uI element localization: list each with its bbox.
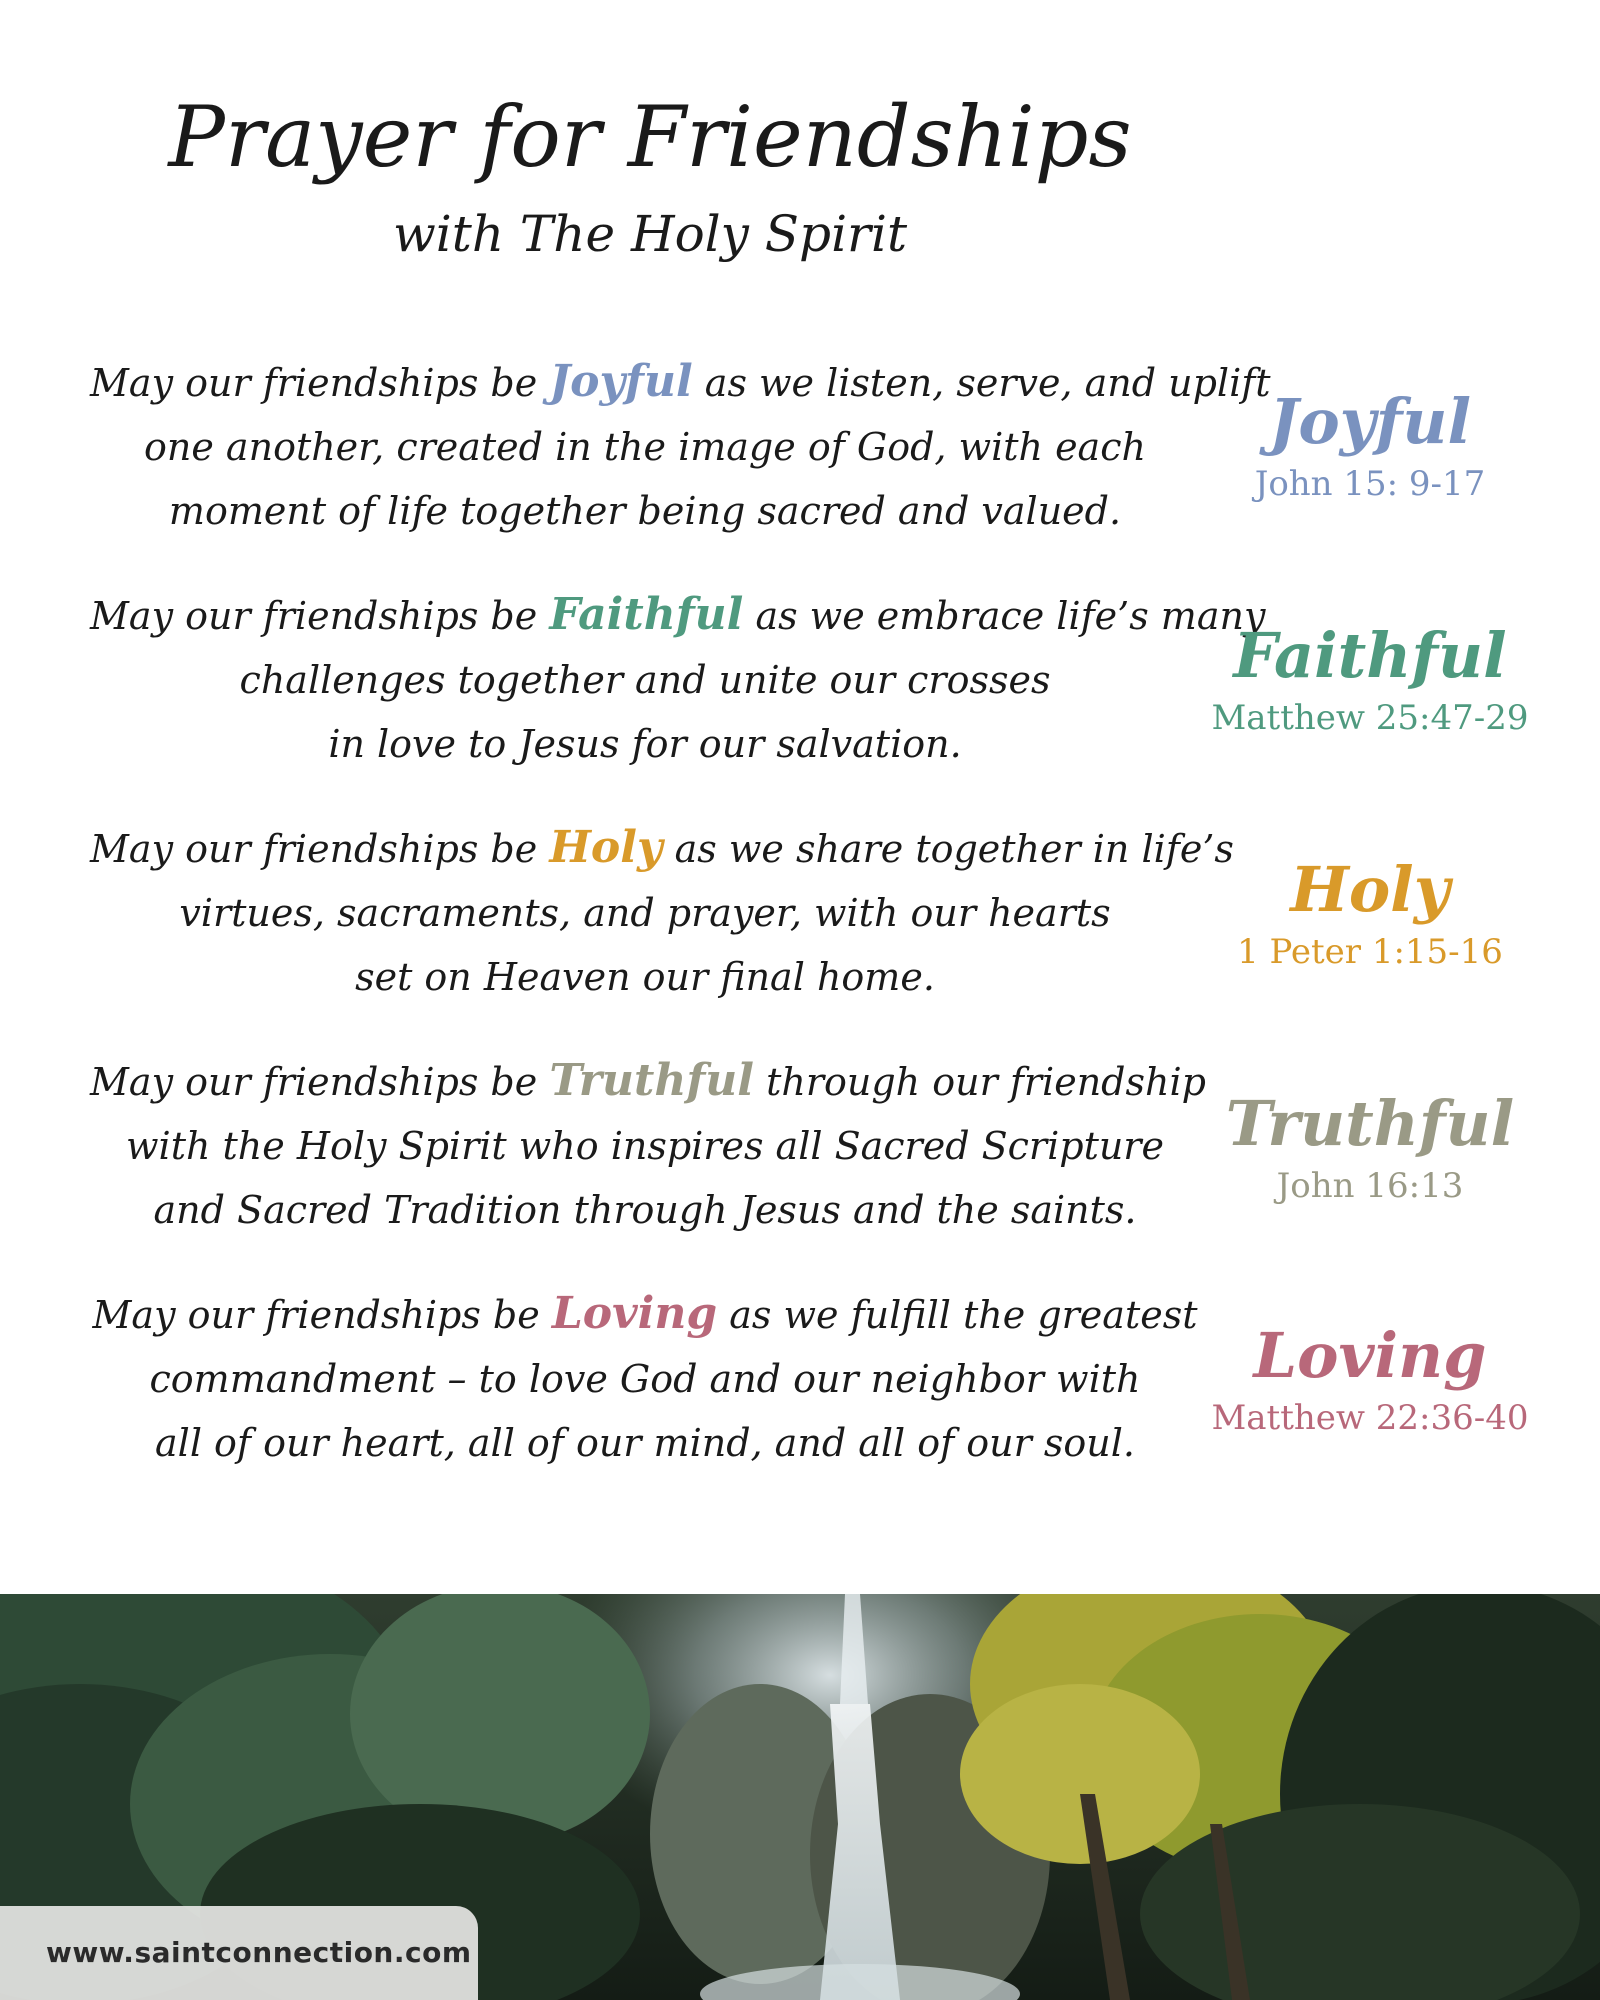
- prayer-lead: May our friendships be: [90, 1060, 538, 1104]
- prayer-lead: May our friendships be: [90, 594, 538, 638]
- prayer-paragraph-loving: [90, 1282, 1200, 1475]
- virtue-loving: [1180, 1316, 1560, 1440]
- prayer-line: [90, 583, 1266, 648]
- keyword-faithful: Faithful: [549, 589, 744, 640]
- prayer-lead: May our friendships be: [90, 361, 538, 405]
- virtue-name: Loving: [1253, 1319, 1487, 1392]
- prayer-lead: May our friendships be: [90, 827, 538, 871]
- keyword-holy: Holy: [549, 822, 663, 873]
- prayer-line-rest: as we share together in life’s: [674, 827, 1234, 871]
- prayer-line: moment of life together being sacred and valued.: [168, 489, 1122, 533]
- virtue-faithful: [1180, 616, 1560, 740]
- prayer-line: with the Holy Spirit who inspires all Sacred Scripture: [126, 1124, 1164, 1168]
- virtue-name: Faithful: [1233, 619, 1507, 692]
- virtue-joyful: [1180, 382, 1560, 506]
- prayer-paragraph-joyful: [90, 350, 1271, 543]
- prayer-line: set on Heaven our final home.: [355, 955, 935, 999]
- prayer-line-rest: through our friendship: [766, 1060, 1206, 1104]
- virtue-reference: Matthew 25:47-29: [1211, 698, 1529, 738]
- prayer-line-rest: as we embrace life’s many: [755, 594, 1266, 638]
- prayer-line: in love to Jesus for our salvation.: [328, 722, 962, 766]
- prayer-line: commandment – to love God and our neighbor with: [149, 1357, 1141, 1401]
- virtue-name: Truthful: [1225, 1087, 1515, 1160]
- virtue-holy: [1180, 850, 1560, 974]
- prayer-paragraph-faithful: [90, 583, 1266, 776]
- prayer-line-rest: as we fulfill the greatest: [729, 1293, 1198, 1337]
- prayer-line: and Sacred Tradition through Jesus and the saints.: [153, 1188, 1137, 1232]
- keyword-joyful: Joyful: [549, 356, 693, 407]
- prayer-paragraph-holy: [90, 816, 1234, 1009]
- prayer-line: virtues, sacraments, and prayer, with our hearts: [179, 891, 1111, 935]
- page-title: Prayer for Friendships: [168, 88, 1132, 186]
- keyword-truthful: Truthful: [549, 1055, 754, 1106]
- virtue-reference: John 15: 9-17: [1254, 464, 1486, 504]
- virtue-name: Joyful: [1268, 385, 1471, 458]
- prayer-line: all of our heart, all of our mind, and all of our soul.: [155, 1421, 1135, 1465]
- prayer-line: [90, 1049, 1206, 1114]
- prayer-line-rest: as we listen, serve, and uplift: [704, 361, 1271, 405]
- prayer-line: [90, 1282, 1200, 1347]
- prayer-line: one another, created in the image of God, with each: [144, 425, 1146, 469]
- prayer-line: [90, 816, 1234, 881]
- virtue-truthful: [1180, 1084, 1560, 1208]
- virtue-reference: John 16:13: [1276, 1166, 1464, 1206]
- virtue-reference: 1 Peter 1:15-16: [1237, 932, 1503, 972]
- virtue-reference: Matthew 22:36-40: [1211, 1398, 1529, 1438]
- prayer-lead: May our friendships be: [92, 1293, 540, 1337]
- website-link[interactable]: www.saintconnection.com: [46, 1936, 472, 1969]
- website-badge: [0, 1906, 478, 2000]
- prayer-paragraph-truthful: [90, 1049, 1206, 1242]
- virtue-name: Holy: [1290, 853, 1450, 926]
- keyword-loving: Loving: [551, 1288, 718, 1339]
- prayer-line: [90, 350, 1271, 415]
- prayer-line: challenges together and unite our crosses: [239, 658, 1051, 702]
- page-subtitle: with The Holy Spirit: [392, 205, 908, 263]
